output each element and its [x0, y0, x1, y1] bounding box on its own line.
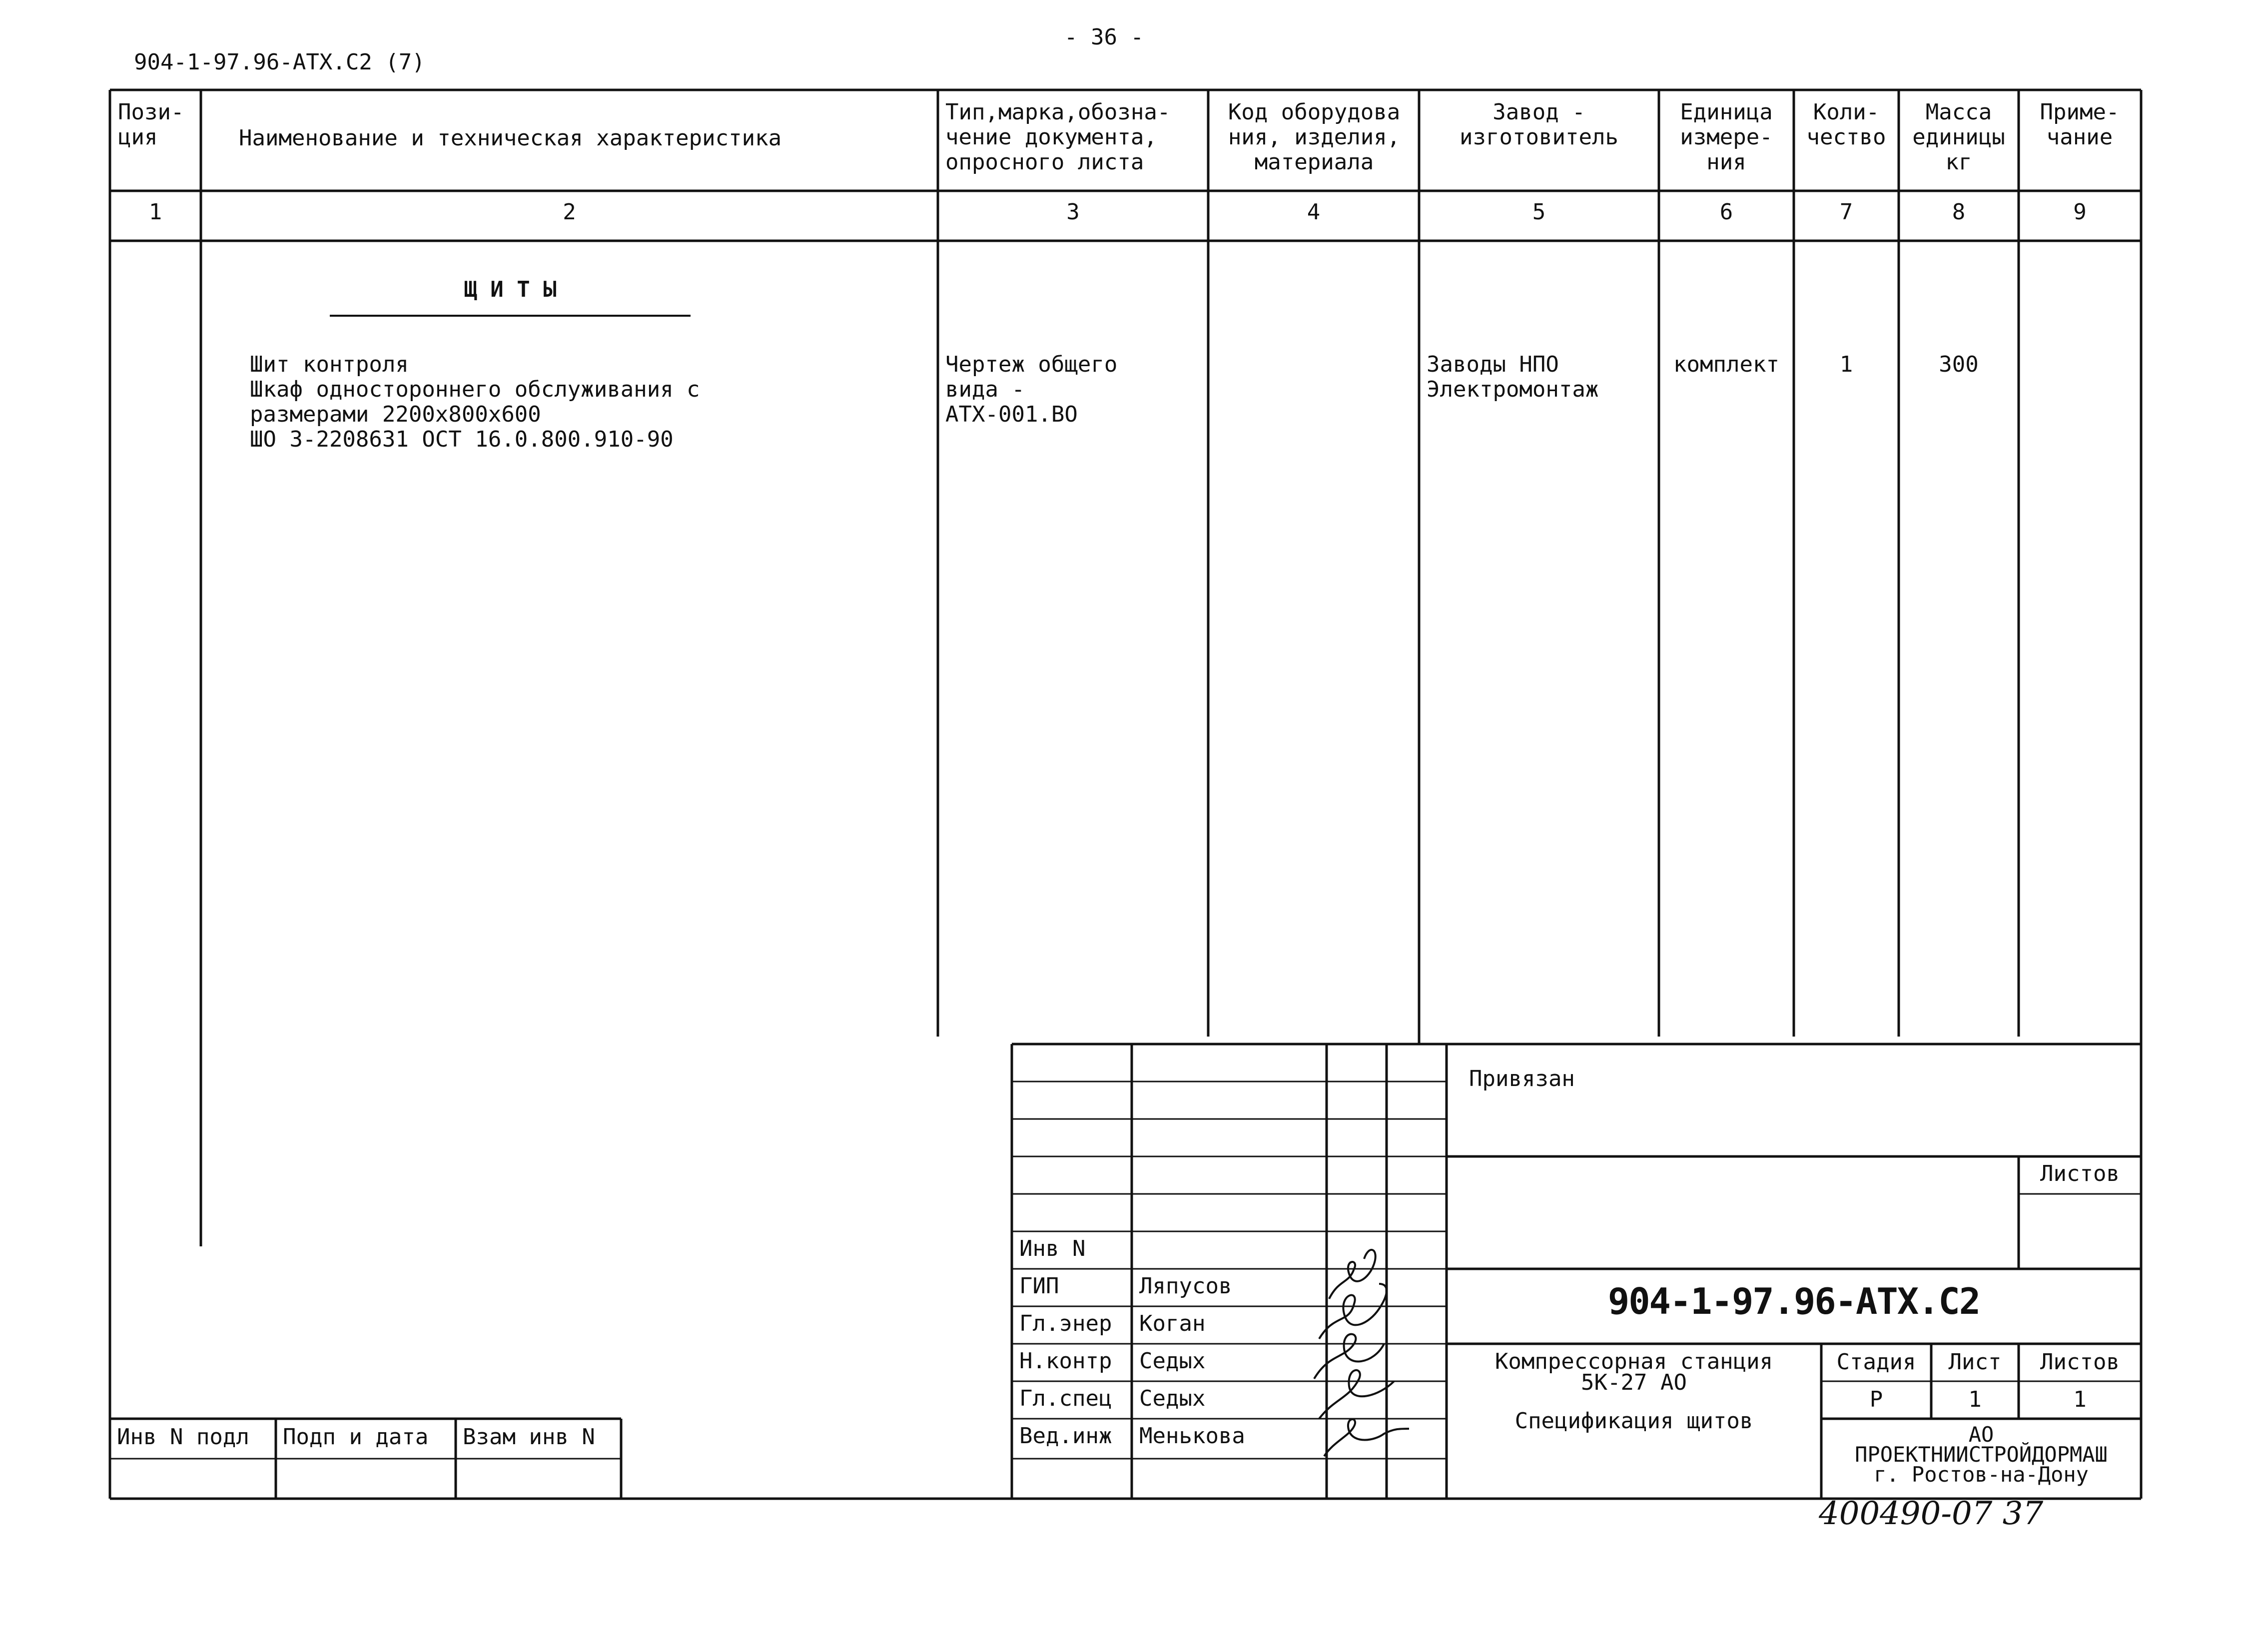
header-mass: Масса единицы кг [1912, 99, 2005, 175]
stamp-object-name: Компрессорная станция 5К-27 АО [1495, 1349, 1773, 1395]
signer-role: Гл.энер [1019, 1311, 1112, 1336]
col-number-6: 6 [1719, 199, 1733, 225]
signer-role: Н.контр [1019, 1348, 1112, 1374]
header-qty: Коли- чество [1806, 99, 1886, 150]
signatures [1314, 1250, 1409, 1456]
stamp-sheets-label-2: Листов [2040, 1349, 2120, 1375]
header-note: Приме- чание [2040, 99, 2120, 150]
header-maker: Завод - изготовитель [1460, 99, 1618, 150]
row-maker: Заводы НПО Электромонтаж [1427, 352, 1599, 402]
col-number-2: 2 [563, 199, 576, 225]
row-name: Шит контроля Шкаф одностороннего обслуживания с размерами 2200х800х600 ШО 3-2208631 ОСТ 16.0.800.910-90 [250, 352, 700, 452]
signer-role: Гл.спец [1019, 1386, 1112, 1411]
stamp-doc-title: Спецификация щитов [1514, 1408, 1753, 1434]
stamp-stage: Р [1869, 1387, 1883, 1412]
header-type: Тип,марка,обозна- чение документа, опросного листа [945, 99, 1171, 175]
signer-name: Ляпусов [1139, 1273, 1232, 1299]
col-number-3: 3 [1066, 199, 1080, 225]
col-number-9: 9 [2073, 199, 2087, 225]
signer-name: Седых [1139, 1386, 1206, 1411]
col-number-7: 7 [1839, 199, 1853, 225]
stamp-sheets: 1 [2073, 1387, 2087, 1412]
stamp-organization: АО ПРОЕКТНИИСТРОЙДОРМАШ г. Ростов-на-Дону [1855, 1422, 2108, 1487]
stamp-sheets-label: Листов [2040, 1161, 2120, 1186]
row-unit: комплект [1673, 352, 1779, 377]
stamp-doc-code: 904-1-97.96-АТХ.С2 [1607, 1280, 1980, 1322]
col-number-8: 8 [1952, 199, 1966, 225]
left-stamp-vzam-inv: Взам инв N [463, 1424, 595, 1450]
row-type: Чертеж общего вида - АТХ-001.ВО [945, 352, 1118, 427]
signer-role: Вед.инж [1019, 1423, 1112, 1449]
header-code: Код оборудова ния, изделия, материала [1228, 99, 1401, 175]
page-number: - 36 - [1064, 24, 1144, 50]
signer-role: ГИП [1019, 1273, 1059, 1299]
signer-name: Коган [1139, 1311, 1206, 1336]
left-stamp-sign-date: Подп и дата [283, 1424, 429, 1450]
left-stamp-inv-podl: Инв N подл [117, 1424, 249, 1450]
stamp-sheet-label: Лист [1948, 1349, 2002, 1375]
stamp-inv-label: Инв N [1019, 1236, 1086, 1261]
col-number-4: 4 [1307, 199, 1321, 225]
signer-name: Седых [1139, 1348, 1206, 1374]
stamp-stage-label: Стадия [1836, 1349, 1916, 1375]
footer-code: 400490-07 37 [1819, 1495, 2044, 1532]
signer-name: Менькова [1139, 1423, 1245, 1449]
row-mass: 300 [1939, 352, 1979, 377]
header-unit: Единица измере- ния [1680, 99, 1773, 175]
doc-reference: 904-1-97.96-АТХ.С2 (7) [134, 49, 425, 75]
col-number-5: 5 [1532, 199, 1546, 225]
header-name: Наименование и техническая характеристика [239, 125, 782, 151]
header-position: Пози- ция [118, 99, 184, 150]
row-qty: 1 [1839, 352, 1853, 377]
stamp-sheet: 1 [1968, 1387, 1982, 1412]
stamp-attached: Привязан [1469, 1066, 1575, 1092]
col-number-1: 1 [148, 199, 162, 225]
section-title: Щ И Т Ы [464, 277, 557, 302]
